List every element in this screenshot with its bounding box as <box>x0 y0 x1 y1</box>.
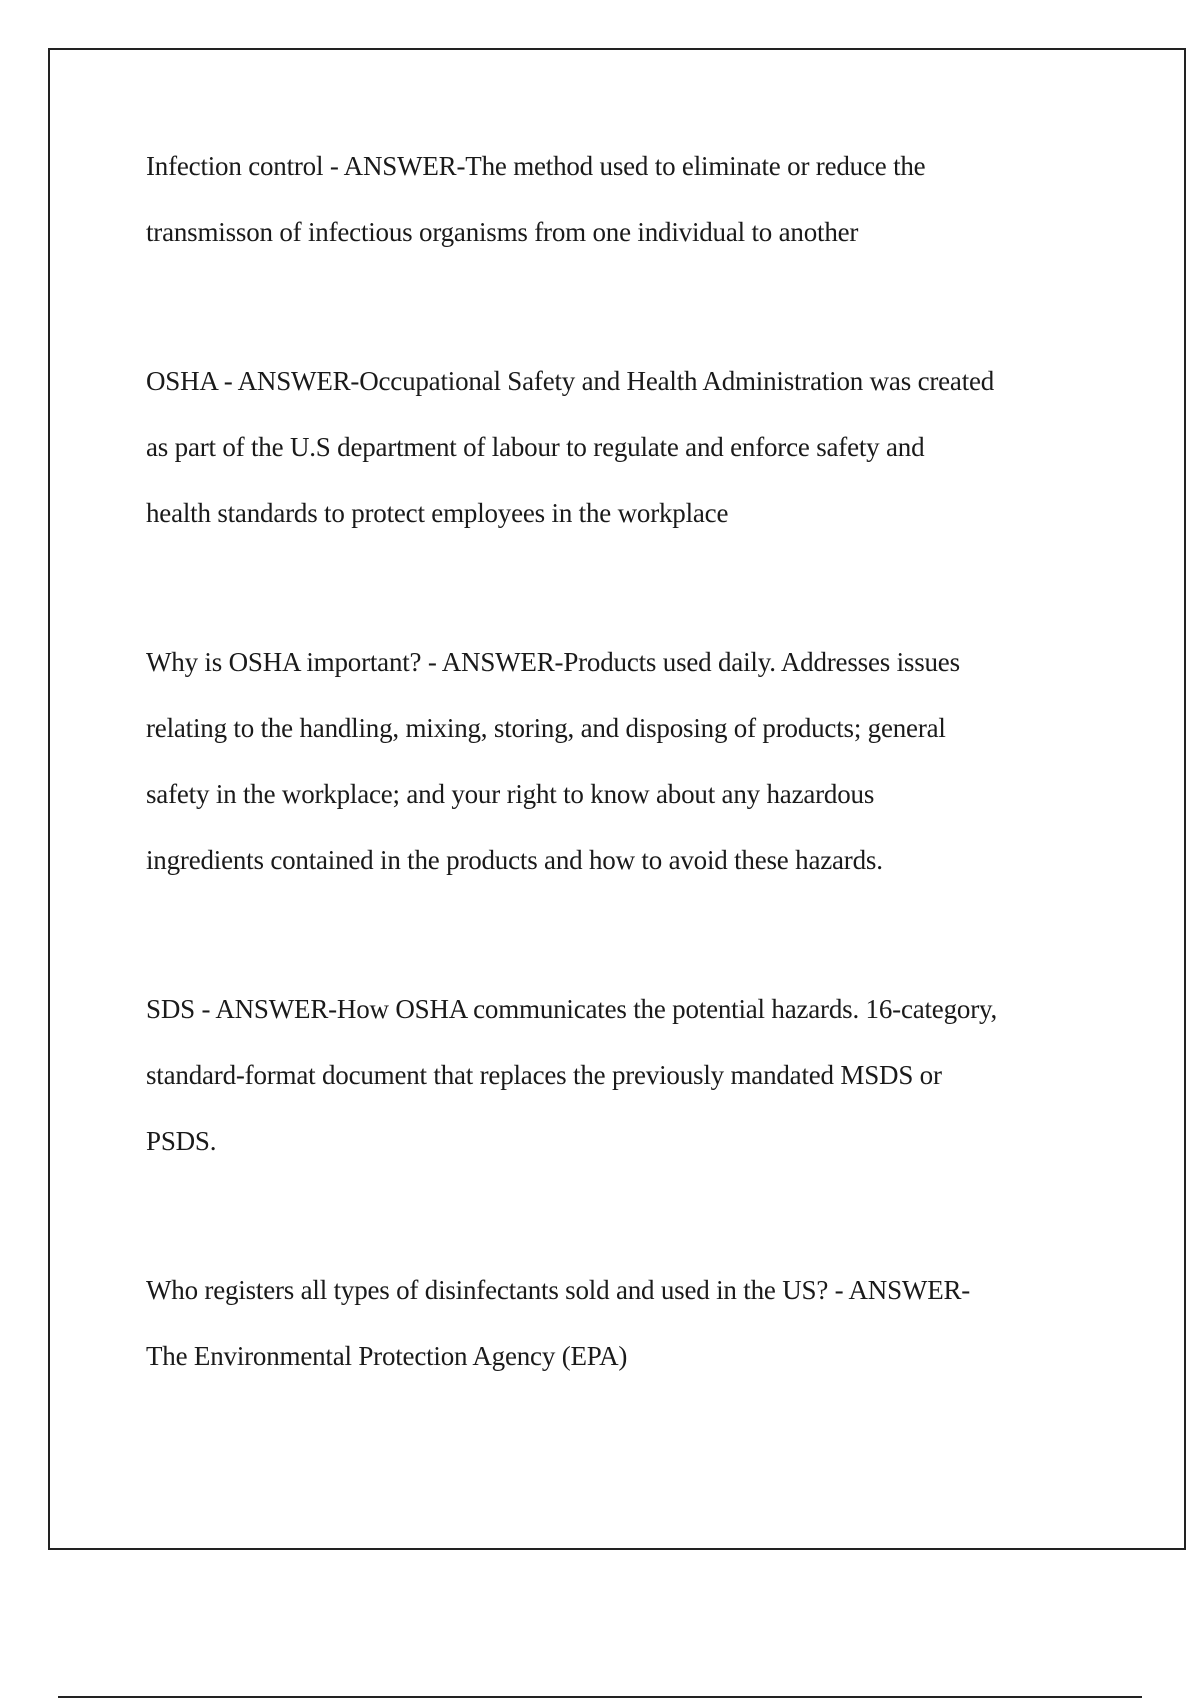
text-line: Why is OSHA important? - ANSWER-Products used daily. Addresses issues <box>146 647 960 677</box>
qa-entry-osha <box>146 348 1106 546</box>
footer-divider <box>58 1696 1142 1698</box>
qa-entry-why-osha-important <box>146 629 1106 893</box>
text-line: as part of the U.S department of labour to regulate and enforce safety and <box>146 432 925 462</box>
text-line: standard-format document that replaces the previously mandated MSDS or <box>146 1060 942 1090</box>
qa-entry-infection-control <box>146 133 1106 265</box>
text-line: PSDS. <box>146 1126 217 1156</box>
qa-entry-disinfectant-registration <box>146 1257 1106 1389</box>
text-line: health standards to protect employees in the workplace <box>146 498 729 528</box>
text-line: relating to the handling, mixing, storing, and disposing of products; general <box>146 713 946 743</box>
qa-entry-sds <box>146 976 1106 1174</box>
text-line: Infection control - ANSWER-The method used to eliminate or reduce the <box>146 151 926 181</box>
text-line: ingredients contained in the products and how to avoid these hazards. <box>146 845 883 875</box>
text-line: transmisson of infectious organisms from one individual to another <box>146 217 859 247</box>
text-line: SDS - ANSWER-How OSHA communicates the potential hazards. 16-category, <box>146 994 998 1024</box>
text-line: OSHA - ANSWER-Occupational Safety and Health Administration was created <box>146 366 995 396</box>
qa-list <box>146 133 1106 1472</box>
text-line: safety in the workplace; and your right to know about any hazardous <box>146 779 875 809</box>
text-line: Who registers all types of disinfectants sold and used in the US? - ANSWER- <box>146 1275 971 1305</box>
text-line: The Environmental Protection Agency (EPA) <box>146 1341 628 1371</box>
